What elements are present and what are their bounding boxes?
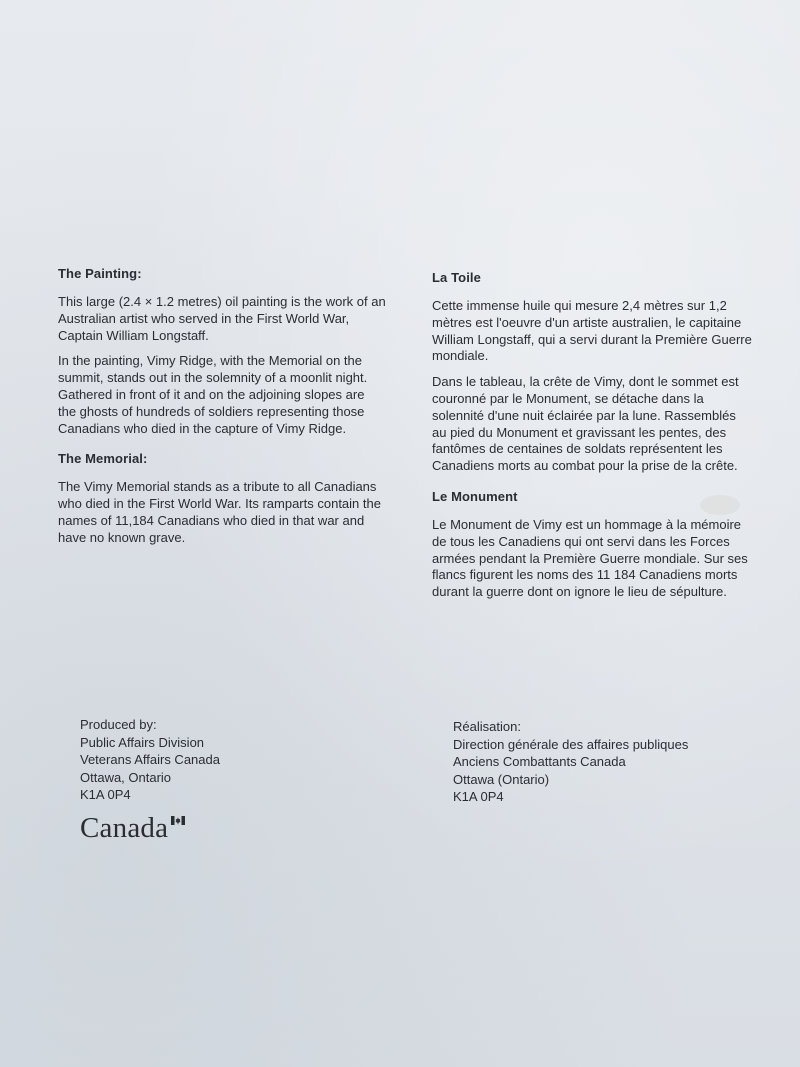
credits-postal-code-en: K1A 0P4 — [80, 787, 131, 802]
credits-postal-code-fr: K1A 0P4 — [453, 789, 504, 804]
canadian-flag-icon — [171, 816, 185, 825]
credits-division-fr: Direction générale des affaires publiques — [453, 736, 689, 752]
credits-city-en: Ottawa, Ontario — [80, 769, 172, 785]
painting-heading-fr: La Toile — [432, 270, 481, 285]
painting-paragraph-2-fr: Dans le tableau, la crête de Vimy, dont le sommet est couronné par le Monument, se détache dans la solennité d'une nuit éclairée par la lune. Rassemblés au pied du Monument et gravissant les pentes, des fantômes de centaines de soldats représentent les Canadiens morts au combat pour la prise de la crête. — [432, 374, 739, 474]
credits-division-en: Public Affairs Division — [80, 734, 205, 750]
memorial-paragraph-en: The Vimy Memorial stands as a tribute to all Canadians who died in the First World War. Its ramparts contain the names of 11,184 Canadians who died in that war and have no known grave. — [58, 479, 381, 545]
painting-paragraph-1-fr: Cette immense huile qui mesure 2,4 mètres sur 1,2 mètres est l'oeuvre d'un artiste australien, le capitaine William Longstaff, qui a servi durant la Première Guerre mondiale. — [432, 298, 752, 364]
credits-label-en: Produced by: — [80, 717, 157, 732]
credits-department-fr: Anciens Combattants Canada — [453, 754, 626, 769]
memorial-heading-en: The Memorial: — [58, 451, 148, 467]
credits-department-en: Veterans Affairs Canada — [80, 752, 220, 767]
canada-wordmark-text: Canada — [80, 812, 169, 844]
credits-city-fr: Ottawa (Ontario) — [453, 771, 550, 787]
english-column — [58, 266, 386, 556]
painting-paragraph-2-en: In the painting, Vimy Ridge, with the Memorial on the summit, stands out in the solemnity of a moonlit night. Gathered in front of it and on the adjoining slopes are the ghosts of hundreds of soldiers representing those Canadians who died in the capture of Vimy Ridge. — [58, 353, 368, 436]
canada-wordmark — [80, 812, 168, 845]
french-column — [432, 270, 752, 610]
memorial-heading-fr: Le Monument — [432, 488, 518, 504]
credits-label-fr: Réalisation: — [453, 719, 521, 734]
painting-paragraph-1-en: This large (2.4 × 1.2 metres) oil painting is the work of an Australian artist who served in the First World War, Captain William Longstaff. — [58, 294, 386, 343]
credits-english — [80, 716, 220, 804]
painting-heading-en: The Painting: — [58, 266, 142, 281]
memorial-paragraph-fr: Le Monument de Vimy est un hommage à la mémoire de tous les Canadiens qui ont servi dans les Forces armées pendant la Première Guerre mondiale. Sur ses flancs figurent les noms des 11 184 Canadiens morts durant la guerre dont on ignore le lieu de sépulture. — [432, 516, 748, 600]
credits-french — [453, 718, 688, 806]
